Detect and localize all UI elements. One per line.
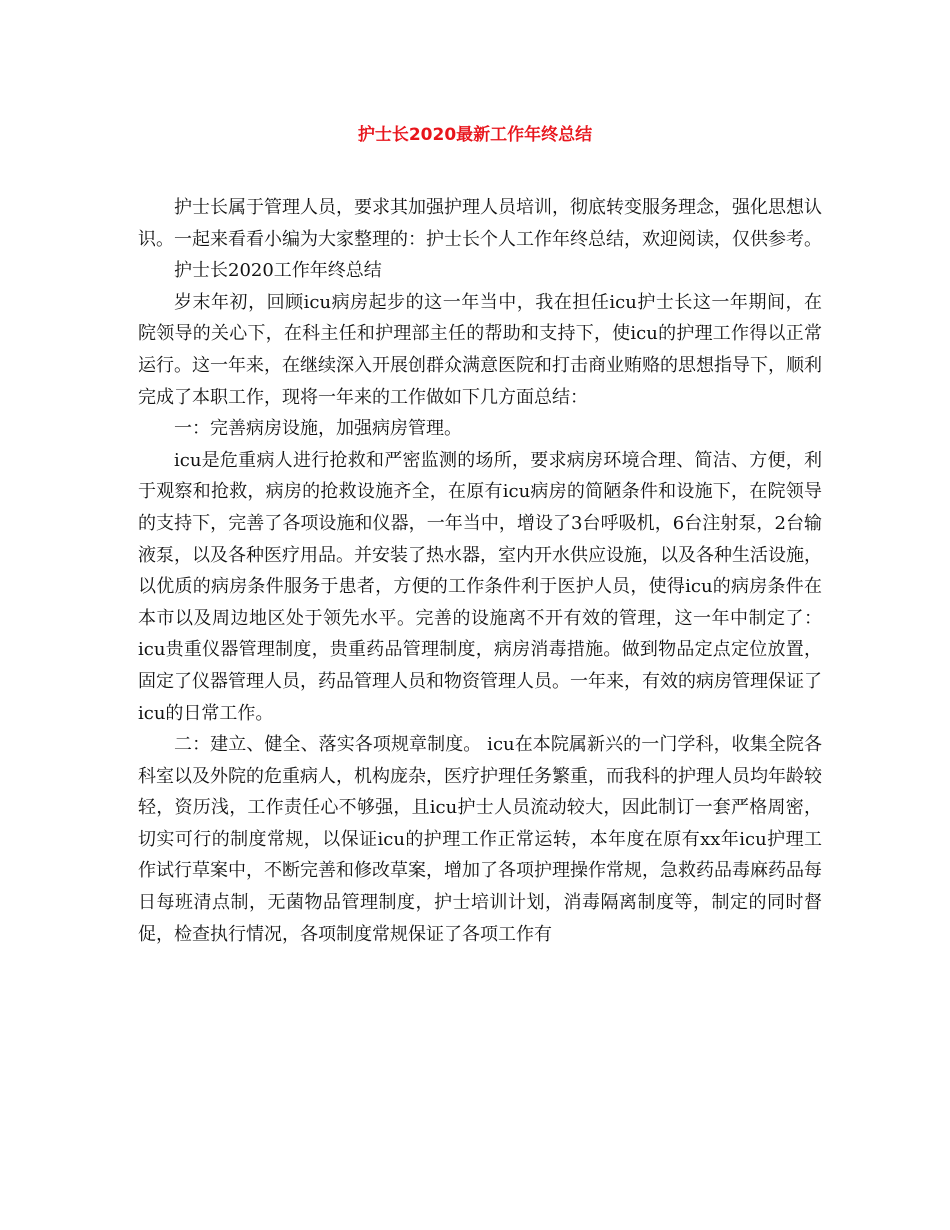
body-paragraph: icu是危重病人进行抢救和严密监测的场所，要求病房环境合理、简洁、方便，利于观察和抢救，病房的抢救设施齐全，在原有icu病房的简陋条件和设施下，在院领导的支持下，完善了各项设施和仪器，一年当中，增设了3台呼吸机，6台注射泵，2台输液泵，以及各种医疗用品。并安装了热水器，室内开水供应设施，以及各种生活设施，以优质的病房条件服务于患者，方便的工作条件利于医护人员，使得icu的病房条件在本市以及周边地区处于领先水平。完善的设施离不开有效的管理，这一年中制定了：icu贵重仪器管理制度，贵重药品管理制度，病房消毒措施。做到物品定点定位放置，固定了仪器管理人员，药品管理人员和物资管理人员。一年来，有效的病房管理保证了icu的日常工作。 [138, 449, 822, 724]
document-title: 护士长2020最新工作年终总结 [357, 125, 593, 145]
body-paragraph: 岁末年初，回顾icu病房起步的这一年当中，我在担任icu护士长这一年期间，在院领导的关心下，在科主任和护理部主任的帮助和支持下，使icu的护理工作得以正常运行。这一年来，在继续深入开展创群众满意医院和打击商业贿赂的思想指导下，顺利完成了本职工作，现将一年来的工作做如下几方面总结： [138, 291, 822, 408]
document-body [138, 192, 822, 950]
body-paragraph: 二：建立、健全、落实各项规章制度。 icu在本院属新兴的一门学科，收集全院各科室以及外院的危重病人，机构庞杂，医疗护理任务繁重，而我科的护理人员均年龄较轻，资历浅，工作责任心不够强，且icu护士人员流动较大，因此制订一套严格周密，切实可行的制度常规，以保证icu的护理工作正常运转，本年度在原有xx年icu护理工作试行草案中，不断完善和修改草案，增加了各项护理操作常规，急救药品毒麻药品每日每班清点制，无菌物品管理制度，护士培训计划，消毒隔离制度等，制定的同时督促，检查执行情况，各项制度常规保证了各项工作有 [138, 734, 822, 945]
intro-paragraph: 护士长属于管理人员，要求其加强护理人员培训，彻底转变服务理念，强化思想认识。一起来看看小编为大家整理的：护士长个人工作年终总结，欢迎阅读，仅供参考。 [138, 197, 822, 250]
section-heading: 一：完善病房设施，加强病房管理。 [174, 418, 462, 440]
section-heading: 护士长2020工作年终总结 [174, 260, 382, 282]
